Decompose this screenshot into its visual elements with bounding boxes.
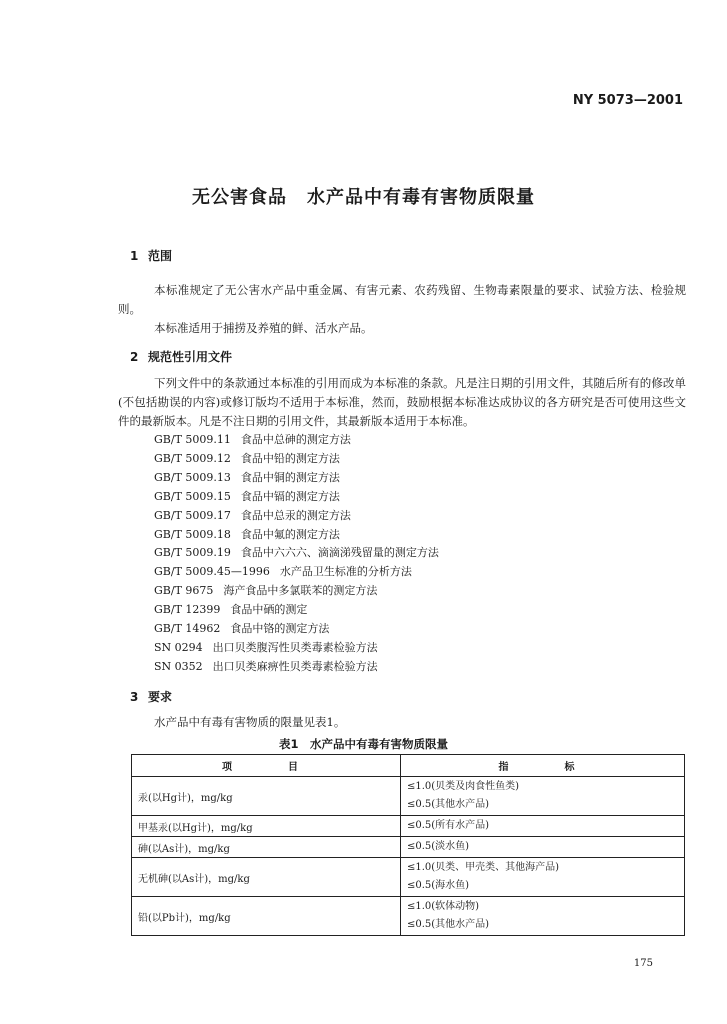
reference-code: GB/T 5009.12	[154, 451, 231, 465]
section-title: 范围	[148, 249, 173, 263]
reference-item	[154, 620, 439, 639]
index-value: ≤0.5(淡水鱼)	[407, 841, 470, 852]
reference-title: 食品中铬的测定方法	[230, 622, 330, 636]
table-row	[132, 777, 685, 816]
row-item: 无机砷(以As计)，mg/kg	[132, 858, 401, 897]
reference-code: GB/T 14962	[154, 622, 221, 636]
reference-item	[154, 450, 439, 469]
reference-item	[154, 639, 439, 658]
reference-code: GB/T 12399	[154, 603, 221, 617]
section-title: 规范性引用文件	[148, 350, 233, 364]
index-value: ≤1.0(软体动物)	[407, 901, 480, 912]
reference-title: 出口贝类麻痹性贝类毒素检验方法	[212, 659, 378, 673]
section-2-paragraph: 下列文件中的条款通过本标准的引用而成为本标准的条款。凡是注日期的引用文件，其随后所有的修改单(不包括勘误的内容)或修订版均不适用于本标准，然而，鼓励根据本标准达成协议的各方研究是否可使用这些文件的最新版本。凡是不注日期的引用文件，其最新版本适用于本标准。	[118, 376, 686, 428]
reference-item	[154, 563, 439, 582]
reference-code: GB/T 5009.19	[154, 546, 231, 560]
section-1-paragraph-1: 本标准规定了无公害水产品中重金属、有害元素、农药残留、生物毒素限量的要求、试验方法、检验规则。	[118, 283, 686, 316]
reference-code: GB/T 9675	[154, 584, 214, 598]
index-value: ≤0.5(其他水产品)	[407, 799, 490, 810]
document-title	[0, 183, 727, 209]
table-title: 表1 水产品中有毒有害物质限量	[279, 737, 448, 751]
table-row	[132, 897, 685, 936]
reference-item	[154, 601, 439, 620]
reference-code: GB/T 5009.13	[154, 470, 231, 484]
table-row	[132, 858, 685, 897]
reference-title: 食品中铜的测定方法	[240, 470, 340, 484]
index-value: ≤1.0(贝类及肉食性鱼类)	[407, 781, 520, 792]
table-row	[132, 816, 685, 837]
table-row	[132, 837, 685, 858]
table-header-row	[132, 755, 685, 777]
row-item: 砷(以As计)，mg/kg	[132, 837, 401, 858]
page-number: 175	[633, 958, 653, 969]
column-header-item: 项 目	[132, 755, 401, 777]
reference-title: 食品中硒的测定	[230, 603, 308, 617]
section-2-heading	[130, 348, 232, 365]
reference-code: GB/T 5009.11	[154, 433, 231, 446]
reference-title: 食品中总砷的测定方法	[240, 433, 351, 446]
reference-title: 出口贝类腹泻性贝类毒素检验方法	[212, 640, 378, 654]
limits-table	[131, 754, 685, 936]
section-3-paragraph: 水产品中有毒有害物质的限量见表1。	[154, 715, 346, 729]
reference-code: GB/T 5009.45—1996	[154, 565, 270, 579]
row-index	[401, 837, 685, 858]
index-value: ≤0.5(所有水产品)	[407, 820, 490, 831]
index-value: ≤0.5(海水鱼)	[407, 880, 470, 891]
row-index	[401, 858, 685, 897]
section-number: 3	[130, 690, 139, 704]
reference-title: 食品中镉的测定方法	[240, 489, 340, 503]
reference-item	[154, 507, 439, 526]
reference-title: 食品中总汞的测定方法	[240, 508, 351, 522]
reference-title: 水产品卫生标准的分析方法	[279, 565, 412, 579]
section-number: 1	[130, 249, 139, 263]
reference-item	[154, 488, 439, 507]
reference-title: 海产食品中多氯联苯的测定方法	[223, 584, 378, 598]
section-number: 2	[130, 350, 139, 364]
row-index	[401, 777, 685, 816]
reference-item	[154, 582, 439, 601]
row-index	[401, 897, 685, 936]
reference-list	[154, 431, 439, 677]
section-1-heading	[130, 247, 172, 264]
reference-title: 食品中六六六、滴滴涕残留量的测定方法	[240, 546, 439, 560]
row-item: 甲基汞(以Hg计)，mg/kg	[132, 816, 401, 837]
row-item: 铅(以Pb计)，mg/kg	[132, 897, 401, 936]
reference-item	[154, 431, 439, 450]
reference-item	[154, 544, 439, 563]
section-title: 要求	[148, 690, 173, 704]
row-item: 汞(以Hg计)，mg/kg	[132, 777, 401, 816]
reference-item	[154, 658, 439, 677]
reference-code: GB/T 5009.18	[154, 527, 231, 541]
reference-title: 食品中氟的测定方法	[240, 527, 340, 541]
section-3-heading	[130, 688, 172, 705]
title-part-2: 水产品中有毒有害物质限量	[307, 187, 535, 208]
section-1-paragraph-2: 本标准适用于捕捞及养殖的鲜、活水产品。	[154, 321, 373, 335]
index-value: ≤1.0(贝类、甲壳类、其他海产品)	[407, 862, 560, 873]
reference-item	[154, 469, 439, 488]
column-header-index: 指 标	[401, 755, 685, 777]
reference-code: SN 0294	[154, 640, 203, 654]
reference-title: 食品中铅的测定方法	[240, 451, 340, 465]
row-index	[401, 816, 685, 837]
reference-item	[154, 526, 439, 545]
standard-code: NY 5073—2001	[572, 93, 683, 108]
reference-code: GB/T 5009.17	[154, 508, 231, 522]
reference-code: GB/T 5009.15	[154, 489, 231, 503]
index-value: ≤0.5(其他水产品)	[407, 919, 490, 930]
reference-code: SN 0352	[154, 659, 203, 673]
title-part-1: 无公害食品	[192, 187, 287, 208]
